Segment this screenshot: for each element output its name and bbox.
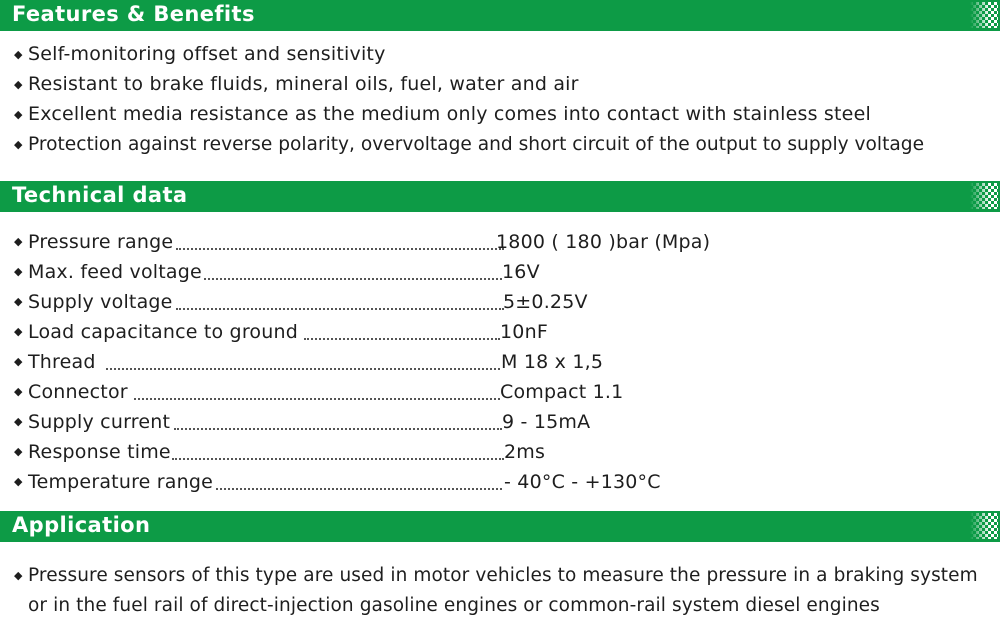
application-text: Pressure sensors of this type are used in motor vehicles to measure the pressure in a braking system or in the fuel rail of direct-injection gasoline engines or common-rail system diesel engines: [28, 565, 978, 616]
leader-dots: [176, 308, 504, 310]
bullet-icon: ◆: [14, 265, 23, 278]
leader-dots: [304, 338, 500, 340]
application-header: [0, 511, 1000, 542]
leader-dots: [216, 488, 502, 490]
list-item: [14, 102, 871, 127]
spec-label: Load capacitance to ground: [28, 321, 298, 343]
bullet-icon: ◆: [14, 235, 23, 248]
spec-label: Max. feed voltage: [28, 261, 202, 283]
spec-value: 5±0.25V: [503, 291, 588, 313]
features-header: [0, 0, 1000, 31]
spec-value: - 40°C - +130°C: [504, 471, 661, 493]
spec-label: Pressure range: [28, 231, 174, 253]
checker-pattern-icon: [970, 513, 998, 539]
spec-value: Compact 1.1: [500, 381, 624, 403]
list-item: [14, 72, 579, 97]
list-item: [14, 42, 386, 67]
bullet-icon: ◆: [14, 445, 23, 458]
spec-label: Thread: [28, 351, 96, 373]
list-item-text: Resistant to brake fluids, mineral oils, fuel, water and air: [28, 73, 579, 95]
bullet-icon: ◆: [14, 385, 23, 398]
leader-dots: [174, 428, 502, 430]
spec-value: 16V: [502, 261, 540, 283]
bullet-icon: ◆: [14, 415, 23, 428]
list-item-text: Self-monitoring offset and sensitivity: [28, 43, 386, 65]
list-item: [14, 132, 924, 157]
spec-value: 1800 ( 180 )bar (Mpa): [496, 231, 711, 253]
spec-value: 2ms: [504, 441, 546, 463]
bullet-icon: ◆: [14, 138, 23, 151]
checker-pattern-icon: [970, 2, 998, 28]
bullet-icon: ◆: [14, 569, 23, 582]
spec-label: Temperature range: [28, 471, 214, 493]
leader-dots: [204, 278, 502, 280]
bullet-icon: ◆: [14, 295, 23, 308]
technical-title: Technical data: [12, 183, 188, 207]
spec-value: 10nF: [500, 321, 548, 343]
bullet-icon: ◆: [14, 355, 23, 368]
leader-dots: [106, 368, 500, 370]
bullet-icon: ◆: [14, 325, 23, 338]
spec-value: M 18 x 1,5: [501, 351, 604, 373]
checker-pattern-icon: [970, 183, 998, 209]
bullet-icon: ◆: [14, 78, 23, 91]
spec-label: Supply voltage: [28, 291, 173, 313]
application-title: Application: [12, 513, 151, 537]
bullet-icon: ◆: [14, 475, 23, 488]
list-item-text: Protection against reverse polarity, overvoltage and short circuit of the output to supply voltage: [28, 134, 925, 155]
technical-header: [0, 181, 1000, 212]
leader-dots: [176, 248, 504, 250]
spec-label: Response time: [28, 441, 171, 463]
leader-dots: [134, 398, 500, 400]
leader-dots: [172, 458, 504, 460]
list-item-text: Excellent media resistance as the medium only comes into contact with stainless steel: [28, 103, 871, 125]
features-title: Features & Benefits: [12, 2, 255, 26]
bullet-icon: ◆: [14, 48, 23, 61]
spec-label: Supply current: [28, 411, 171, 433]
bullet-icon: ◆: [14, 108, 23, 121]
spec-value: 9 - 15mA: [502, 411, 591, 433]
spec-label: Connector: [28, 381, 128, 403]
